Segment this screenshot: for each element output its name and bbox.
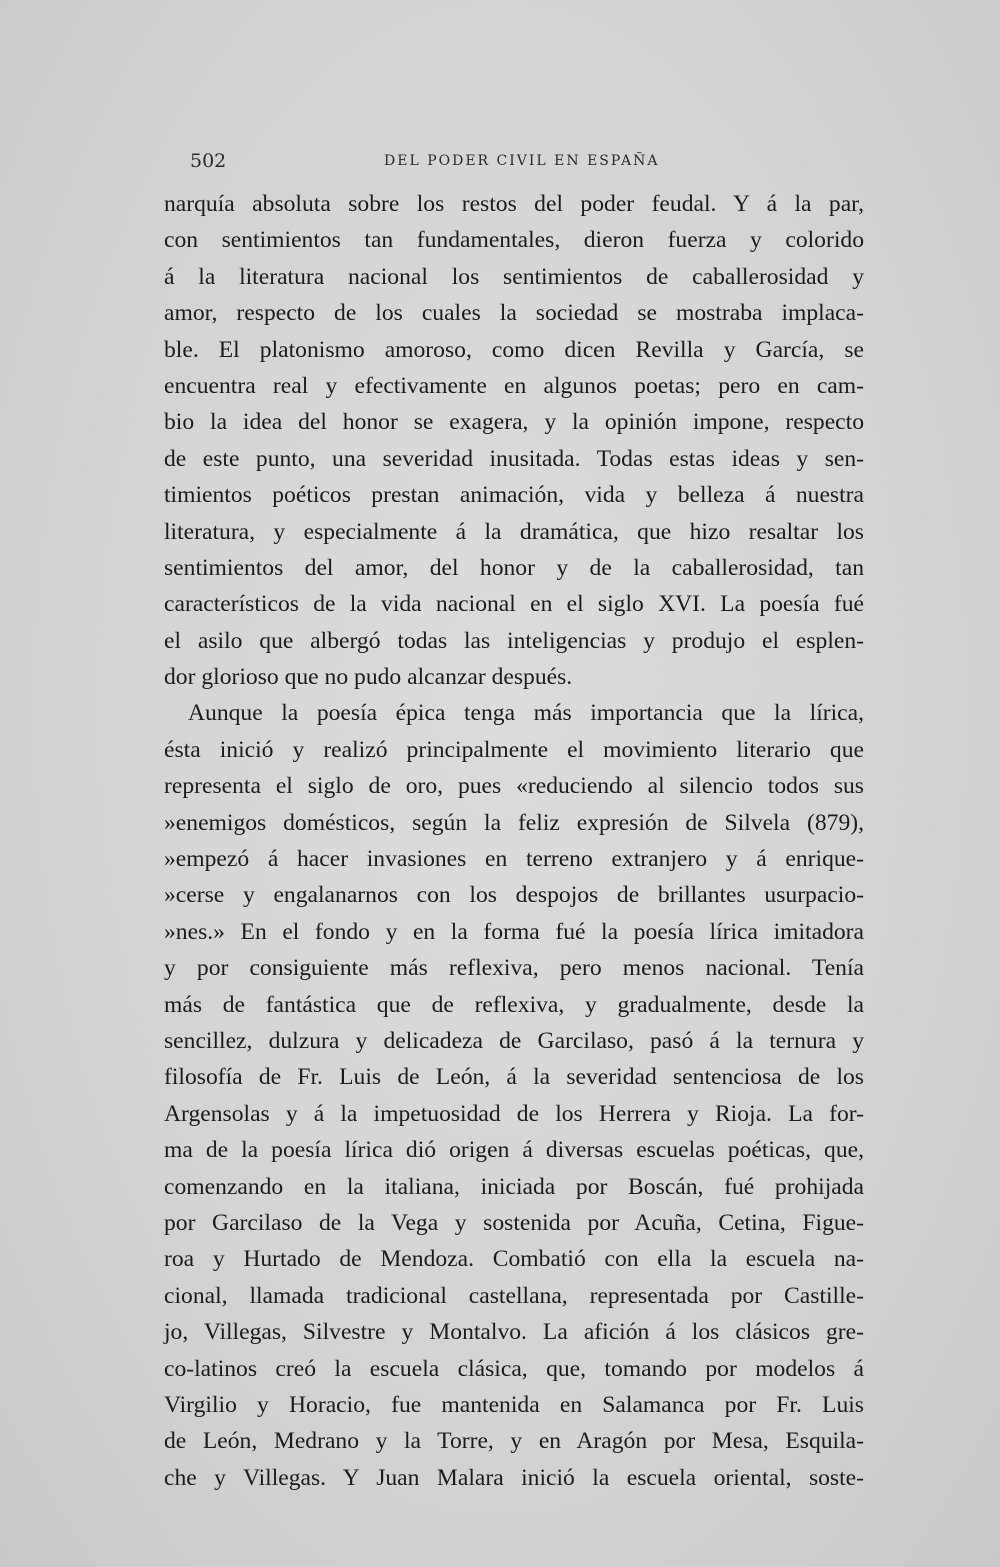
text-line: representa el siglo de oro, pues «reduciendo al silencio todos sus: [164, 773, 864, 800]
text-line: filosofía de Fr. Luis de León, á la severidad sentenciosa de los: [164, 1064, 864, 1091]
text-line: jo, Villegas, Silvestre y Montalvo. La afición á los clásicos gre-: [164, 1319, 864, 1346]
text-line: roa y Hurtado de Mendoza. Combatió con ella la escuela na-: [164, 1246, 864, 1273]
text-line: encuentra real y efectivamente en algunos poetas; pero en cam-: [164, 372, 864, 399]
text-line: amor, respecto de los cuales la sociedad se mostraba implaca-: [164, 300, 864, 327]
text-line: »nes.» En el fondo y en la forma fué la poesía lírica imitadora: [164, 918, 864, 945]
text-line: el asilo que albergó todas las inteligencias y produjo el esplen-: [164, 627, 864, 654]
text-line: de este punto, una severidad inusitada. Todas estas ideas y sen-: [164, 445, 864, 472]
text-line: ble. El platonismo amoroso, como dicen Revilla y García, se: [164, 336, 864, 363]
text-line: literatura, y especialmente á la dramática, que hizo resaltar los: [164, 518, 864, 545]
text-line: con sentimientos tan fundamentales, dieron fuerza y colorido: [164, 227, 864, 254]
text-line: sencillez, dulzura y delicadeza de Garcilaso, pasó á la ternura y: [164, 1027, 864, 1054]
text-line: Virgilio y Horacio, fue mantenida en Salamanca por Fr. Luis: [164, 1391, 864, 1418]
text-line: más de fantástica que de reflexiva, y gradualmente, desde la: [164, 991, 864, 1018]
text-line: timientos poéticos prestan animación, vida y belleza á nuestra: [164, 482, 864, 509]
text-line: sentimientos del amor, del honor y de la caballerosidad, tan: [164, 554, 864, 581]
text-line: y por consiguiente más reflexiva, pero menos nacional. Tenía: [164, 955, 864, 982]
text-line: por Garcilaso de la Vega y sostenida por Acuña, Cetina, Figue-: [164, 1209, 864, 1236]
text-line: »cerse y engalanarnos con los despojos de brillantes usurpacio-: [164, 882, 864, 909]
text-line: dor glorioso que no pudo alcanzar después.: [164, 664, 573, 691]
text-line: comenzando en la italiana, iniciada por Boscán, fué prohijada: [164, 1173, 864, 1200]
text-line: che y Villegas. Y Juan Malara inició la escuela oriental, soste-: [164, 1464, 864, 1491]
text-line: »empezó á hacer invasiones en terreno extranjero y á enrique-: [164, 846, 864, 873]
text-line: ma de la poesía lírica dió origen á diversas escuelas poéticas, que,: [164, 1137, 864, 1164]
page-header: [190, 150, 870, 180]
text-line: ésta inició y realizó principalmente el movimiento literario que: [164, 736, 864, 763]
text-line: bio la idea del honor se exagera, y la opinión impone, respecto: [164, 409, 864, 436]
page-number: 502: [190, 150, 227, 172]
text-line: cional, llamada tradicional castellana, representada por Castille-: [164, 1282, 864, 1309]
text-line: co-latinos creó la escuela clásica, que, tomando por modelos á: [164, 1355, 864, 1382]
text-line: Argensolas y á la impetuosidad de los Herrera y Rioja. La for-: [164, 1100, 864, 1127]
text-line: narquía absoluta sobre los restos del poder feudal. Y á la par,: [164, 191, 864, 217]
text-line: característicos de la vida nacional en el siglo XVI. La poesía fué: [164, 591, 864, 618]
running-head: DEL PODER CIVIL EN ESPAÑA: [384, 153, 660, 169]
body-text: [164, 186, 864, 1496]
text-line: de León, Medrano y la Torre, y en Aragón por Mesa, Esquila-: [164, 1428, 864, 1455]
text-line: »enemigos domésticos, según la feliz expresión de Silvela (879),: [164, 809, 864, 836]
text-line: Aunque la poesía épica tenga más importancia que la lírica,: [188, 700, 864, 727]
text-line: á la literatura nacional los sentimientos de caballerosidad y: [164, 263, 864, 290]
